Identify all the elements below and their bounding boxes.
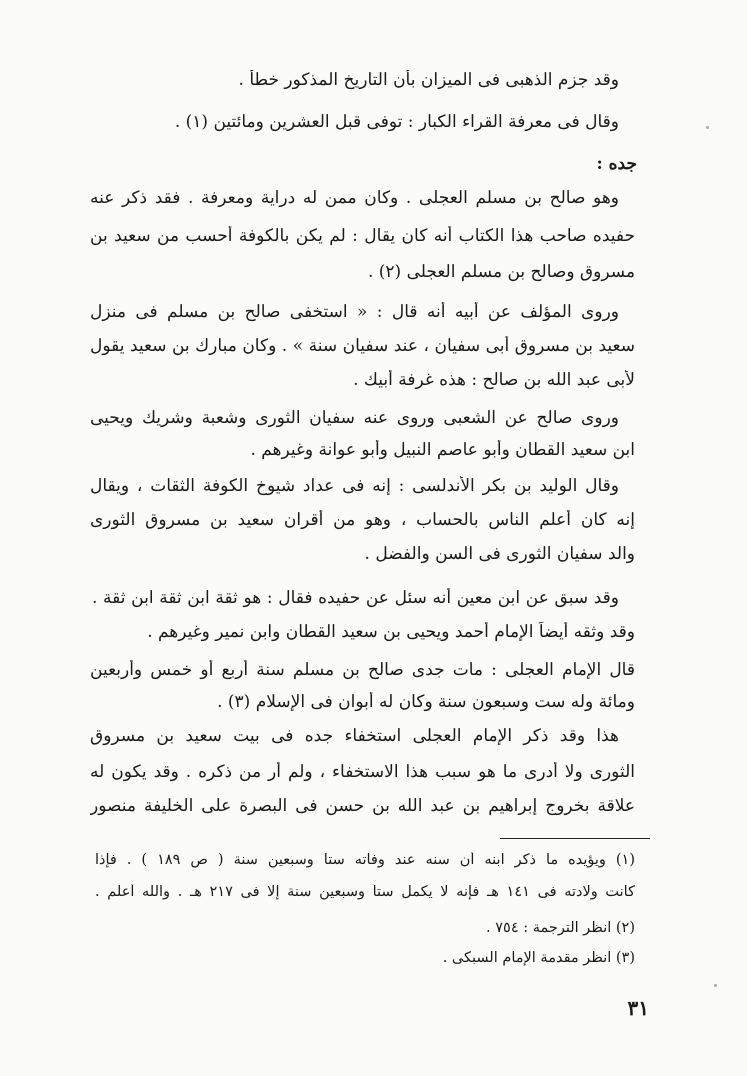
footnote-line: (١) ويؤيده ما ذكر ابنه أن سنه عند وفاته ستا وسبعين سنة ( ص ١٨٩ ) . فإذا: [95, 852, 635, 868]
section-heading: جده :: [596, 154, 637, 174]
text-line: وقال فى معرفة القراء الكبار : توفى قبل العشرين ومائتين (١) .: [174, 112, 619, 132]
footnote-separator: [500, 838, 650, 839]
footnote-line: (٢) انظر الترجمة : ٧٥٤ .: [486, 920, 635, 936]
page-number: ٣١: [627, 996, 649, 1020]
text-line: علاقة بخروج إبراهيم بن عبد الله بن حسن فى البصرة على الخليفة منصور: [90, 796, 635, 816]
text-line: والد سفيان الثورى فى السن والفضل .: [364, 544, 635, 564]
text-line: وقال الوليد بن بكر الأندلسى : إنه فى عداد شيوخ الكوفة الثقات ، ويقال: [90, 476, 619, 496]
scan-speck: [714, 984, 717, 987]
text-line: إنه كان أعلم الناس بالحساب ، وهو من أقران سعيد بن مسروق الثورى: [90, 510, 635, 530]
scan-speck: [706, 126, 709, 129]
text-line: ابن سعيد القطان وأبو عاصم النبيل وأبو عوانة وغيرهم .: [250, 440, 635, 460]
text-line: وروى صالح عن الشعبى وروى عنه سفيان الثورى وشعبة وشريك ويحيى: [90, 408, 619, 428]
text-line: سعيد بن مسروق أبى سفيان ، عند سفيان سنة » . وكان مبارك بن سعيد يقول: [90, 336, 635, 356]
text-line: لأبى عبد الله بن صالح : هذه غرفة أبيك .: [353, 370, 635, 390]
text-line: قال الإمام العجلى : مات جدى صالح بن مسلم سنة أربع أو خمس وأربعين: [90, 660, 635, 680]
text-line: حفيده صاحب هذا الكتاب أنه كان يقال : لم يكن بالكوفة أحسب من سعيد بن: [90, 226, 635, 246]
text-line: وقد وثقه أيضاً الإمام أحمد ويحيى بن سعيد القطان وابن نمير وغيرهم .: [147, 622, 635, 642]
footnote-line: كانت ولادته فى ١٤١ هـ فإنه لا يكمل ستاً وسبعين سنة إلا فى ٢١٧ هـ . والله أعلم .: [95, 884, 635, 900]
text-line: ومائة وله ست وسبعون سنة وكان له أبوان فى الإسلام (٣) .: [217, 692, 635, 712]
text-line: مسروق وصالح بن مسلم العجلى (٢) .: [367, 262, 635, 282]
text-line: وقد جزم الذهبى فى الميزان بأن التاريخ المذكور خطأ .: [238, 70, 619, 90]
text-line: وقد سبق عن ابن معين أنه سئل عن حفيده فقال : هو ثقة ابن ثقة ابن ثقة .: [92, 588, 619, 608]
text-line: الثورى ولا أدرى ما هو سبب هذا الاستخفاء ، ولم أر من ذكره . وقد يكون له: [90, 762, 635, 782]
footnote-line: (٣) انظر مقدمة الإمام السبكى .: [442, 950, 635, 966]
text-line: هذا وقد ذكر الإمام العجلى استخفاء جده فى بيت سعيد بن مسروق: [90, 726, 619, 746]
text-line: وهو صالح بن مسلم العجلى . وكان ممن له دراية ومعرفة . فقد ذكر عنه: [90, 188, 619, 208]
text-line: وروى المؤلف عن أبيه أنه قال : « استخفى صالح بن مسلم فى منزل: [90, 302, 619, 322]
